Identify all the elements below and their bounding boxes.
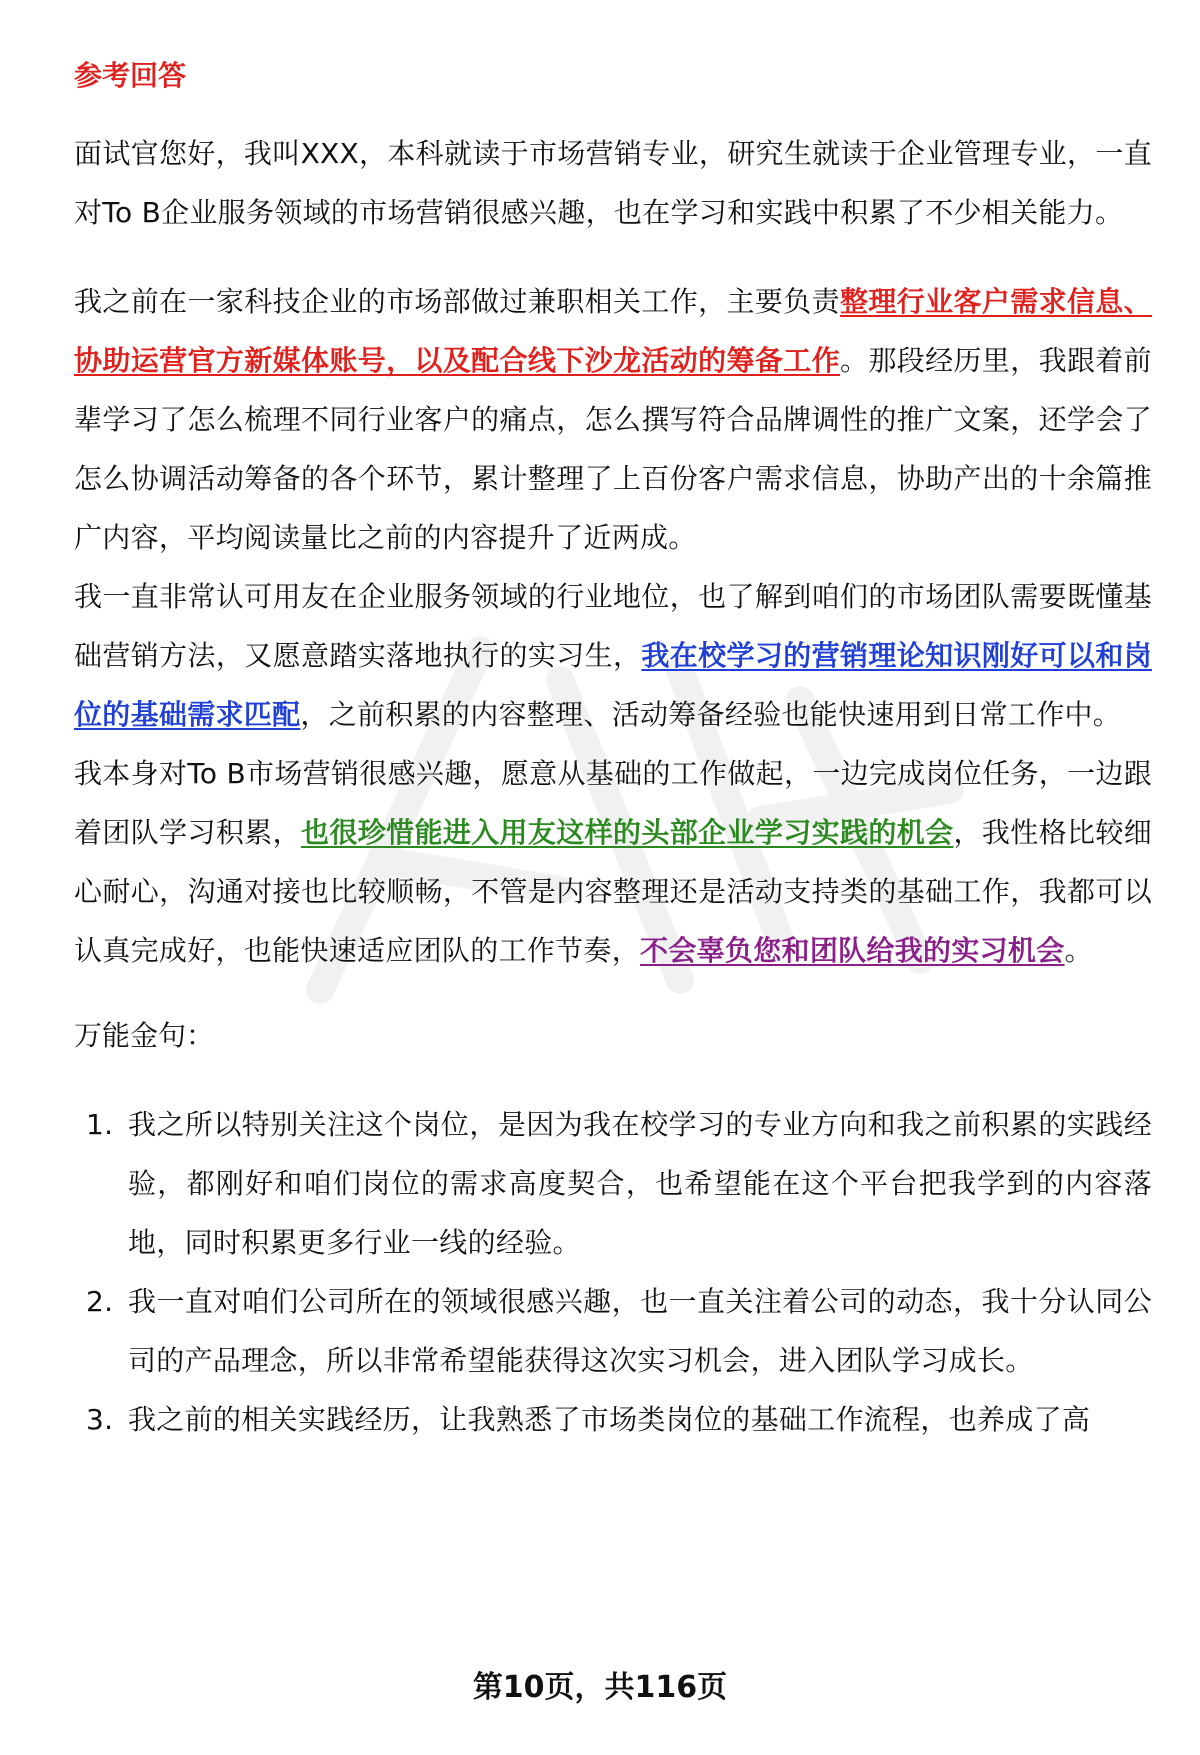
motivation-highlight: 也很珍惜能进入用友这样的头部企业学习实践的机会: [300, 816, 954, 849]
list-item-text: 我之所以特别关注这个岗位，是因为我在校学习的专业方向和我之前积累的实践经验，都刚好和咱们岗位的需求高度契合，也希望能在这个平台把我学到的内容落地，同时积累更多行业一线的经验。: [128, 1108, 1152, 1259]
list-item-number: 3.: [86, 1403, 114, 1436]
experience-text-before: 我之前在一家科技企业的市场部做过兼职相关工作，主要负责: [74, 285, 840, 318]
golden-sentences-label: 万能金句：: [74, 1019, 215, 1052]
page-footer: 第10页，共116页: [472, 1670, 728, 1705]
list-item: [74, 1390, 1152, 1449]
motivation-text-after: 。: [1064, 934, 1093, 967]
list-item-text: 我一直对咱们公司所在的领域很感兴趣，也一直关注着公司的动态，我十分认同公司的产品理念，所以非常希望能获得这次实习机会，进入团队学习成长。: [128, 1285, 1152, 1377]
intro-paragraph: 面试官您好，我叫XXX，本科就读于市场营销专业，研究生就读于企业管理专业，一直对To B企业服务领域的市场营销很感兴趣，也在学习和实践中积累了不少相关能力。: [74, 137, 1152, 229]
experience-paragraph: [74, 272, 1152, 567]
company-paragraph: [74, 567, 1152, 744]
motivation-text-middle: ，我性格比较细心耐心，沟通对接也比较顺畅，不管是内容整理还是活动支持类的基础工作，我都可以认真完成好，也能快速适应团队的工作节奏，: [74, 816, 1153, 967]
motivation-text-before: 我本身对To B市场营销很感兴趣，愿意从基础的工作做起，一边完成岗位任务，一边跟着团队学习积累，: [74, 757, 1152, 849]
document-page: [74, 52, 1152, 1449]
motivation-highlight-2: 不会辜负您和团队给我的实习机会: [640, 934, 1065, 967]
list-item: [74, 1272, 1152, 1390]
company-text-after: ，之前积累的内容整理、活动筹备经验也能快速用到日常工作中。: [300, 698, 1122, 731]
list-item-text: 我之前的相关实践经历，让我熟悉了市场类岗位的基础工作流程，也养成了高: [128, 1403, 1091, 1436]
golden-sentences-list: [74, 1095, 1152, 1449]
list-item-number: 1.: [86, 1108, 114, 1141]
section-heading: 参考回答: [74, 59, 187, 92]
experience-text-after: 。那段经历里，我跟着前辈学习了怎么梳理不同行业客户的痛点，怎么撰写符合品牌调性的推广文案，还学会了怎么协调活动筹备的各个环节，累计整理了上百份客户需求信息，协助产出的十余篇推广内容，平均阅读量比之前的内容提升了近两成。: [74, 344, 1152, 554]
list-item: [74, 1095, 1152, 1272]
paragraph-gap: [74, 242, 1152, 272]
company-highlight: 我在校学习的营销理论知识刚好可以和岗位的基础需求匹配: [74, 639, 1152, 731]
company-text-before: 我一直非常认可用友在企业服务领域的行业地位，也了解到咱们的市场团队需要既懂基础营销方法，又愿意踏实落地执行的实习生，: [74, 580, 1152, 672]
list-item-number: 2.: [86, 1285, 114, 1318]
experience-highlight: 整理行业客户需求信息、协助运营官方新媒体账号，以及配合线下沙龙活动的筹备工作: [74, 285, 1152, 377]
motivation-paragraph: [74, 744, 1152, 980]
